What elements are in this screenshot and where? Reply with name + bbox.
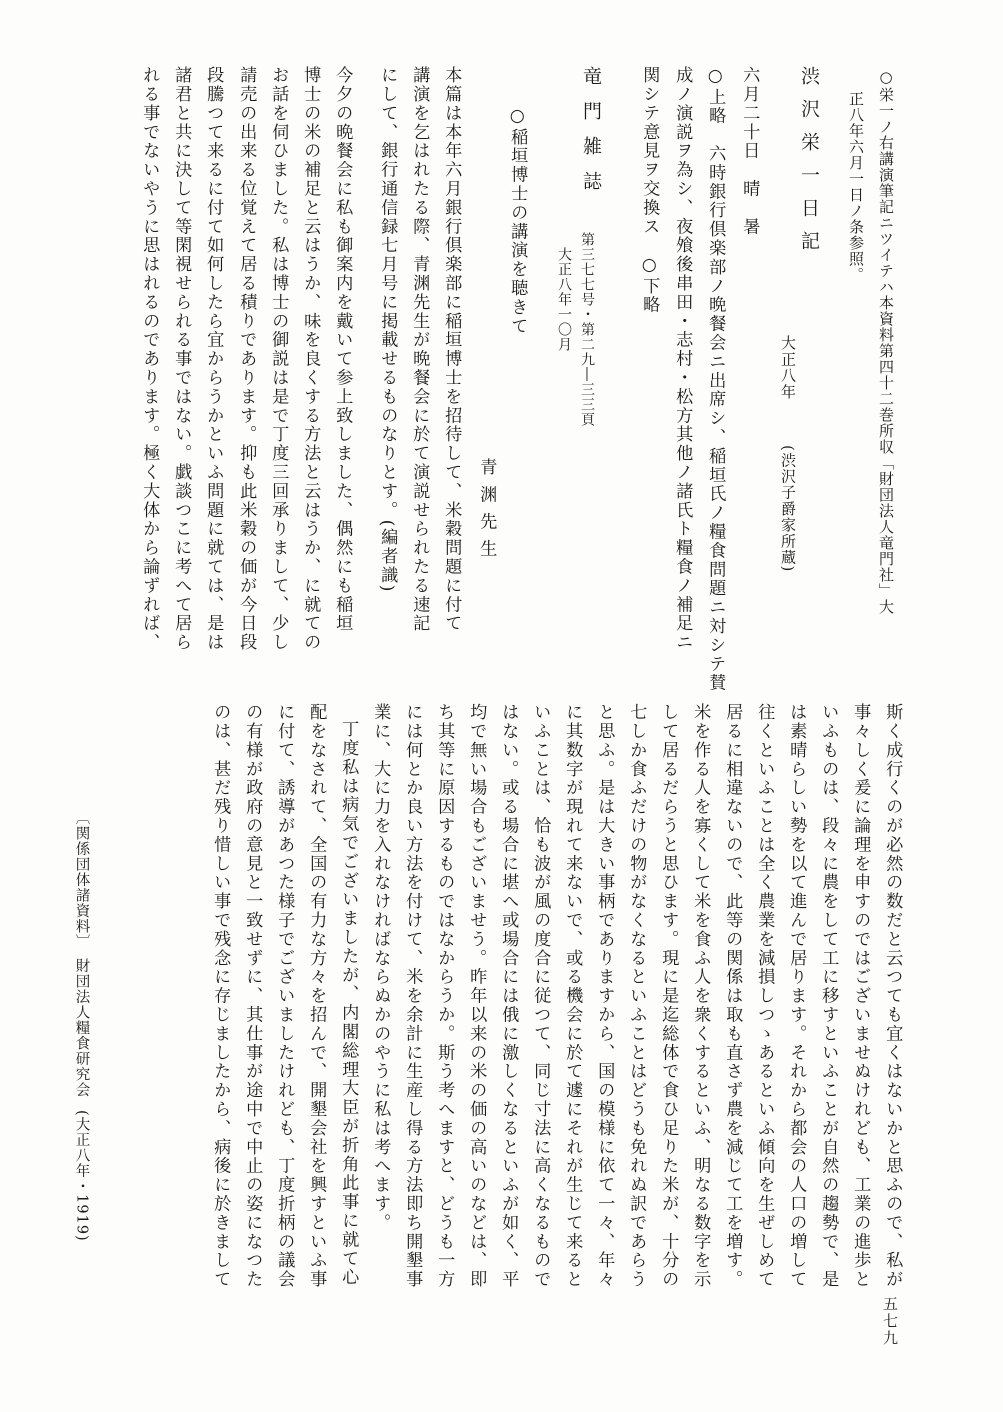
upper-body-line-9: 諸君と共に決して等閑視せられる事ではない。戯談つこに考へて居ら [171,66,192,652]
lower-body-line-18: 丁度私は病気でございましたが、内閣総理大臣が折角此事に就て心 [338,720,359,1287]
magazine-date: 大正八年一〇月 [556,247,572,352]
lower-body-line-6: 居るに相違ないので、此等の関係は取も直さず農を減じて工を増す。 [722,703,743,1289]
footer-series: 〔関係団体諸資料〕 [73,810,90,950]
upper-body-line-7: 請売の出来る位覚えて居る積りであります。抑も此米穀の価が今日段 [236,66,257,652]
upper-body-line-8: 段騰つて来るに付て如何したら宜からうかといふ問題に就ては、是は [203,66,224,652]
lower-body-line-9: 七しか食ふだけの物がなくなるといふことはどうも免れぬ訳であらう [626,703,647,1289]
lower-body-line-11: に其数字が現れて来ないで、或る機会に於て遽にそれが生じて来ると [562,703,583,1289]
lower-body-line-12: いふことは、恰も波が風の度合に従つて、同じ寸法に高くなるもので [530,703,551,1289]
magazine-title: 竜門雑誌 [580,66,602,206]
lower-body-line-22: のは、甚だ残り惜しい事で残念に存じましたから、病後に於きまして [210,703,231,1289]
lower-body-line-20: に付て、誘導があつた様子でございましたけれども、丁度折柄の議会 [274,703,295,1289]
lower-body-line-14: 均で無い場合もございませう。昨年以来の米の価の高いのなどは、即 [466,703,487,1289]
diary-owner: (渋沢子爵家所蔵) [779,445,797,573]
diary-entry-line-1: ○上略 六時銀行倶楽部ノ晩餐会ニ出席シ、稲垣氏ノ糧食問題ニ対シテ賛 [705,66,726,693]
upper-body-line-3: にして、銀行通信録七月号に掲載せるものなりとす。(編者識) [377,66,398,594]
page-number: 五七九 [881,1296,899,1347]
magazine-issue: 第三七七号・第二九―三三頁 [579,232,595,427]
lower-body-line-21: の有様が政府の意見と一致せずに、其仕事が途中で中止の姿になつた [242,703,263,1289]
footer-period: (大正八年・1919) [73,1110,90,1242]
lower-body-line-17: 業に、大に力を入れなければならぬかのやうに私は考へます。 [370,703,391,1233]
lower-body-line-19: 配をなされて、全国の有力な方々を招んで、開墾会社を興すといふ事 [306,703,327,1289]
diary-title: 渋沢栄一日記 [798,66,820,264]
diary-year: 大正八年 [779,335,797,400]
lower-body-line-4: は素晴らしい勢を以て進んで居ります。それから都会の人口の増して [786,703,807,1289]
reference-note-line-2: 正八年六月一日ノ条参照。 [847,91,865,283]
lower-body-line-3: いふものは、段々に農をして工に移すといふことが自然の趨勢で、是 [818,703,839,1289]
article-author: 青渊先生 [476,458,497,567]
lower-body-line-5: 往くといふことは全く農業を減損しつゝあるといふ傾向を生ぜしめて [754,703,775,1289]
lower-body-line-15: ち其等に原因するものではなからうか。斯う考へますと、どうも一方 [434,703,455,1289]
diary-date: 六月二十日 晴 暑 [739,66,760,237]
article-title: ○稲垣博士の講演を聴きて [507,106,528,336]
footer-publisher: 財団法人糧食研究会 [73,958,90,1098]
upper-body-line-1: 本篇は本年六月銀行倶楽部に稲垣博士を招待して、米穀問題に付て [441,66,462,633]
reference-note-line-1: ○栄一ノ右講演筆記ニツイテハ本資料第四十二巻所収「財団法人竜門社」大 [877,68,895,615]
lower-body-line-2: 事々しく爰に論理を申すのではございませぬけれども、工業の進歩と [850,703,871,1289]
upper-body-line-10: れる事でないやうに思はれるのであります。極く大体から論ずれば、 [139,66,160,652]
lower-body-line-16: には何とか良い方法を付けて、米を余計に生産し得る方法即ち開墾事 [402,703,423,1289]
upper-body-line-4: 今夕の晩餐会に私も御案内を戴いて参上致しました、偶然にも稲垣 [332,66,353,633]
lower-body-line-7: 米を作る人を寡くして米を食ふ人を衆くするといふ、明なる数字を示 [690,703,711,1289]
lower-body-line-13: はない。或る場合に堪へ或場合には俄に激しくなるといふが如く、平 [498,703,519,1289]
diary-entry-line-3: 関シテ意見ヲ交換ス ○下略 [639,66,660,315]
upper-body-line-5: 博士の米の補足と云はうか、味を良くする方法と云はうか、に就ての [300,66,321,652]
upper-body-line-2: 講演を乞はれたる際、青渊先生が晩餐会に於て演説せられたる速記 [409,66,430,633]
lower-body-line-10: と思ふ。是は大きい事柄でありますから、国の模様に依て一々、年々 [594,703,615,1289]
lower-body-line-8: して居るだらうと思ひます。現に是迄総体で食ひ足りた米が、十分の [658,703,679,1289]
diary-entry-line-2: 成ノ演説ヲ為シ、夜飧後串田・志村・松方其他ノ諸氏ト糧食ノ補足ニ [672,66,693,652]
lower-body-line-1: 斯く成行くのが必然の数だと云つても宜くはないかと思ふので、私が [882,703,903,1289]
upper-body-line-6: お話を伺ひました。私は博士の御説は是で丁度三回承りまして、少し [268,66,289,652]
